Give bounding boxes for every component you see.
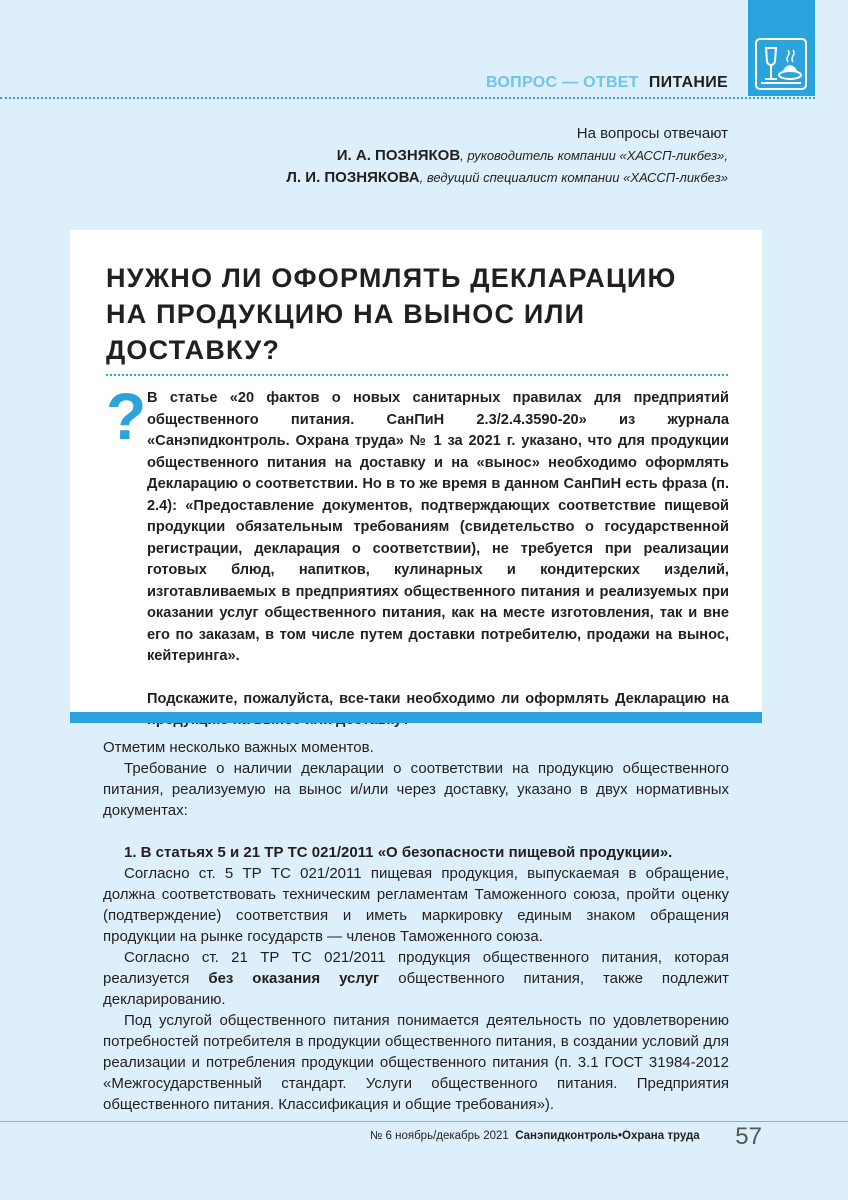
page-number: 57 bbox=[735, 1123, 762, 1150]
author-role: , ведущий специалист компании «ХАССП-ликбез» bbox=[419, 170, 728, 185]
answer-paragraph: Согласно ст. 5 ТР ТС 021/2011 пищевая продукция, выпускаемая в обращение, должна соответствовать техническим регламентам Таможенного союза, пройти оценку (подтверждение) соответствия и иметь маркировку единым знаком обращения продукции на рынке государств — членов Таможенного союза. bbox=[103, 865, 729, 945]
answer-text-part: Согласно ст. 21 ТР ТС 021/2011 продукция общественного питания, которая реализуется bbox=[103, 949, 729, 987]
topic-label: ПИТАНИЕ bbox=[648, 74, 728, 91]
author-line bbox=[286, 167, 728, 189]
answer-body bbox=[103, 737, 729, 1115]
answer-text-part: общественного питания, также подлежит декларированию. bbox=[103, 970, 729, 1008]
authors-block bbox=[286, 123, 728, 189]
author-role: , руководитель компании «ХАССП-ликбез», bbox=[460, 148, 728, 163]
author-name: Л. И. ПОЗНЯКОВА bbox=[286, 169, 420, 186]
question-mark-icon: ? bbox=[106, 379, 147, 453]
section-label: ВОПРОС — ОТВЕТ bbox=[485, 74, 639, 91]
answer-paragraph: Требование о наличии декларации о соответствии на продукцию общественного питания, реализуемую на вынос и/или через доставку, указано в двух нормативных документах: bbox=[103, 760, 729, 819]
header-divider bbox=[0, 97, 815, 99]
answer-intro: Отметим несколько важных моментов. bbox=[103, 739, 374, 756]
answer-paragraph: Под услугой общественного питания понимается деятельность по удовлетворению потребностей потребителя в продукции общественного питания, в создании условий для реализации и потребления продукции общественного питания (п. 3.1 ГОСТ 31984-2012 «Межгосударственный стандарт. Услуги общественного питания. Предприятия общественного питания. Классификация и общие требования»). bbox=[103, 1012, 729, 1113]
question-box bbox=[70, 230, 762, 712]
question-paragraph: В статье «20 фактов о новых санитарных правилах для предприятий общественного питания. СанПиН 2.3/2.4.3590-20» из журнала «Санэпидконтроль. Охрана труда» № 1 за 2021 г. указано, что для продукции общественного питания на доставку и на «вынос» необходимо оформлять Декларацию о соответствии. Но в то же время в данном СанПиН есть фраза (п. 2.4): «Предоставление документов, подтверждающих соответствие пищевой продукции обязательным требованиям (свидетельство о государственной регистрации, декларация о соответствии), не требуется при реализации готовых блюд, напитков, кулинарных и кондитерских изделий, изготавливаемых в предприятиях общественного питания и реализуемых при оказании услуг общественного питания, как на месте изготовления, так и вне его по заказам, в том числе путем доставки потребителю, продажи на вынос, кейтеринга». bbox=[147, 390, 729, 664]
answer-item-heading: 1. В статьях 5 и 21 ТР ТС 021/2011 «О безопасности пищевой продукции». bbox=[124, 844, 673, 861]
answer-paragraph bbox=[103, 947, 729, 1010]
footer-divider bbox=[0, 1121, 848, 1122]
question-text bbox=[147, 388, 729, 732]
question-bottom-bar bbox=[70, 712, 762, 723]
magazine-name: Санэпидконтроль•Охрана труда bbox=[515, 1130, 700, 1142]
question-divider bbox=[106, 374, 728, 376]
question-paragraph: Подскажите, пожалуйста, все-таки необходимо ли оформлять Декларацию на bbox=[147, 690, 729, 707]
footer-issue bbox=[370, 1130, 700, 1142]
article-title: НУЖНО ЛИ ОФОРМЛЯТЬ ДЕКЛАРАЦИЮ НА ПРОДУКЦИЮ НА ВЫНОС ИЛИ ДОСТАВКУ? bbox=[106, 263, 677, 365]
running-header bbox=[486, 74, 728, 92]
issue-number: № 6 ноябрь/декабрь 2021 bbox=[370, 1130, 509, 1142]
wineglass-plate-icon bbox=[755, 38, 807, 90]
answer-bold-text: без оказания услуг bbox=[208, 970, 380, 987]
authors-intro: На вопросы отвечают bbox=[576, 125, 728, 142]
author-name: И. А. ПОЗНЯКОВ bbox=[336, 147, 461, 164]
author-line bbox=[286, 145, 728, 167]
